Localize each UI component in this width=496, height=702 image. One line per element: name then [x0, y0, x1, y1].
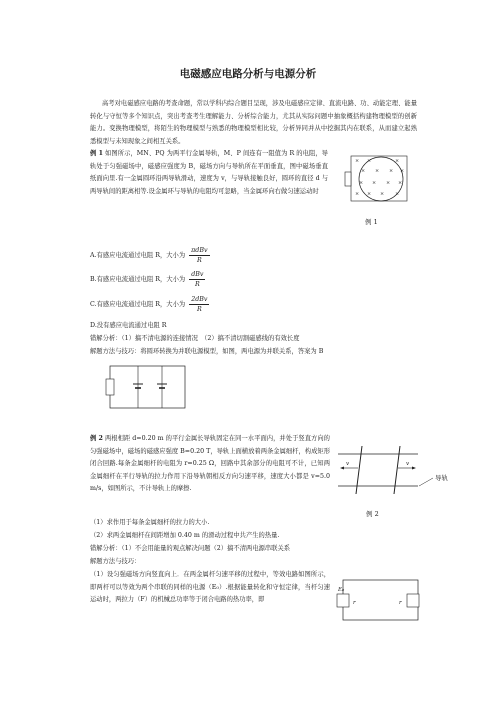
example2-solution: （1）设匀强磁场方向竖直向上．在两金属杆匀速平移的过程中，等效电路如图所示，即两杆可以等效为两个串联的同样的电源（E₀）.根据能量转化和守恒定律，当杆匀速运动时，两拉力（F）的机械总功率等于闭合电路的热功率，即: [90, 571, 330, 604]
option-b: B.有感应电流通过电阻 R，大小为 $\frac{\text{dBv}}{R}$: [90, 271, 204, 288]
example1-label: 例 1: [90, 150, 103, 157]
svg-text:×: ×: [380, 191, 385, 197]
resistor-r1-label: r: [353, 600, 356, 606]
svg-text:×: ×: [400, 168, 405, 174]
svg-text:v: v: [406, 461, 410, 467]
svg-text:×: ×: [367, 191, 372, 197]
example2-text: [90, 433, 330, 496]
svg-text:×: ×: [355, 158, 360, 164]
example2-error-analysis: 错解分析：（1）不会用能量的观点解决问题（2）搞不清两电源串联关系: [90, 545, 291, 552]
example1-text: [90, 148, 328, 198]
intro-paragraph: 高考对电磁感应电路的考查命题，常以学科内综合题目呈现，涉及电磁感应定律、直流电路、功、动能定理、能量转化与守恒等多个知识点，突出考查考生理解能力、分析综合能力，尤其从实际问题中抽象概括构建物理模型的创新能力。变换物理模型，将陌生的物理模型与熟悉的物理模型相比较，分析异同并从中挖掘其内在联系，从而建立起熟悉模型与未知现象之间相互关系。: [90, 100, 417, 145]
resistor-r2-label: r: [399, 600, 402, 606]
question-2: （2）求两金属细杆在间距增加 0.40 m 的滑动过程中共产生的热量.: [90, 532, 280, 539]
svg-text:×: ×: [355, 191, 360, 197]
example1-body: 如图所示，MN、PQ 为两平行金属导轨，M、P 间连有一阻值为 R 的电阻，导轨处于匀强磁场中，磁感应强度为 B，磁场方向与导轨所在平面垂直，图中磁场垂直纸面向里.有一金属圆环沿两导轨滑动，速度为 v，与导轨接触良好，圆环的直径 d 与两导轨间的距离相等.设金属环与导轨的电阻均可忽略，当金属环向右做匀速运动时: [90, 150, 328, 195]
svg-text:×: ×: [389, 168, 394, 174]
svg-text:×: ×: [386, 180, 391, 186]
example2-method: 解题方法与技巧：: [90, 558, 141, 565]
option-a: A.有感应电流通过电阻 R，大小为 $\frac{\text{πdBv}}{R}$: [90, 247, 208, 264]
svg-text:v: v: [346, 461, 350, 467]
option-c: C.有感应电流通过电阻 R，大小为 $\frac{\text{2dBv}}{R}$: [90, 296, 208, 313]
option-d: D.没有感应电流通过电阻 R: [90, 322, 167, 329]
source-e0-label: E₀: [338, 587, 345, 593]
example1-method: 解题方法与技巧：将圆环转换为并联电源模型，如图，两电源为并联关系，答案为 B: [90, 348, 324, 355]
page-title: 电磁感应电路分析与电源分析: [179, 68, 317, 80]
series-source-circuit: [335, 574, 427, 626]
svg-text:×: ×: [367, 158, 372, 164]
svg-text:×: ×: [359, 180, 364, 186]
example2-figure: [338, 438, 458, 528]
svg-text:×: ×: [395, 158, 400, 164]
svg-text:×: ×: [361, 168, 366, 174]
svg-text:×: ×: [395, 191, 400, 197]
question-1: （1）求作用于每条金属细杆的拉力的大小.: [90, 519, 210, 526]
example1-caption: 例 1: [365, 218, 378, 226]
rail-label: 导轨: [435, 474, 448, 482]
svg-text:×: ×: [398, 180, 403, 186]
svg-text:×: ×: [375, 168, 380, 174]
example1-figure: [340, 148, 415, 233]
example2-body: 两根相距 d=0.20 m 的平行金属长导轨固定在同一水平面内，并处于竖直方向的匀强磁场中，磁场的磁感应强度 B=0.20 T，导轨上面横放着两条金属细杆，构成矩形闭合回路.每条金属细杆的电阻为 r=0.25 Ω，回路中其余部分的电阻可不计，已知两金属细杆在平行导轨的拉力作用下沿导轨朝相反方向匀速平移，速度大小都是 v=5.0 m/s，如图所示，不计导轨上的摩擦.: [90, 435, 330, 493]
example2-label: 例 2: [90, 435, 103, 442]
example2-caption: 例 2: [366, 510, 379, 518]
parallel-source-circuit: [100, 362, 195, 412]
example1-error-analysis: 错解分析：（1）搞不清电源的连接情况 （2）搞不清切割磁感线的有效长度: [90, 335, 300, 342]
svg-text:×: ×: [372, 180, 377, 186]
